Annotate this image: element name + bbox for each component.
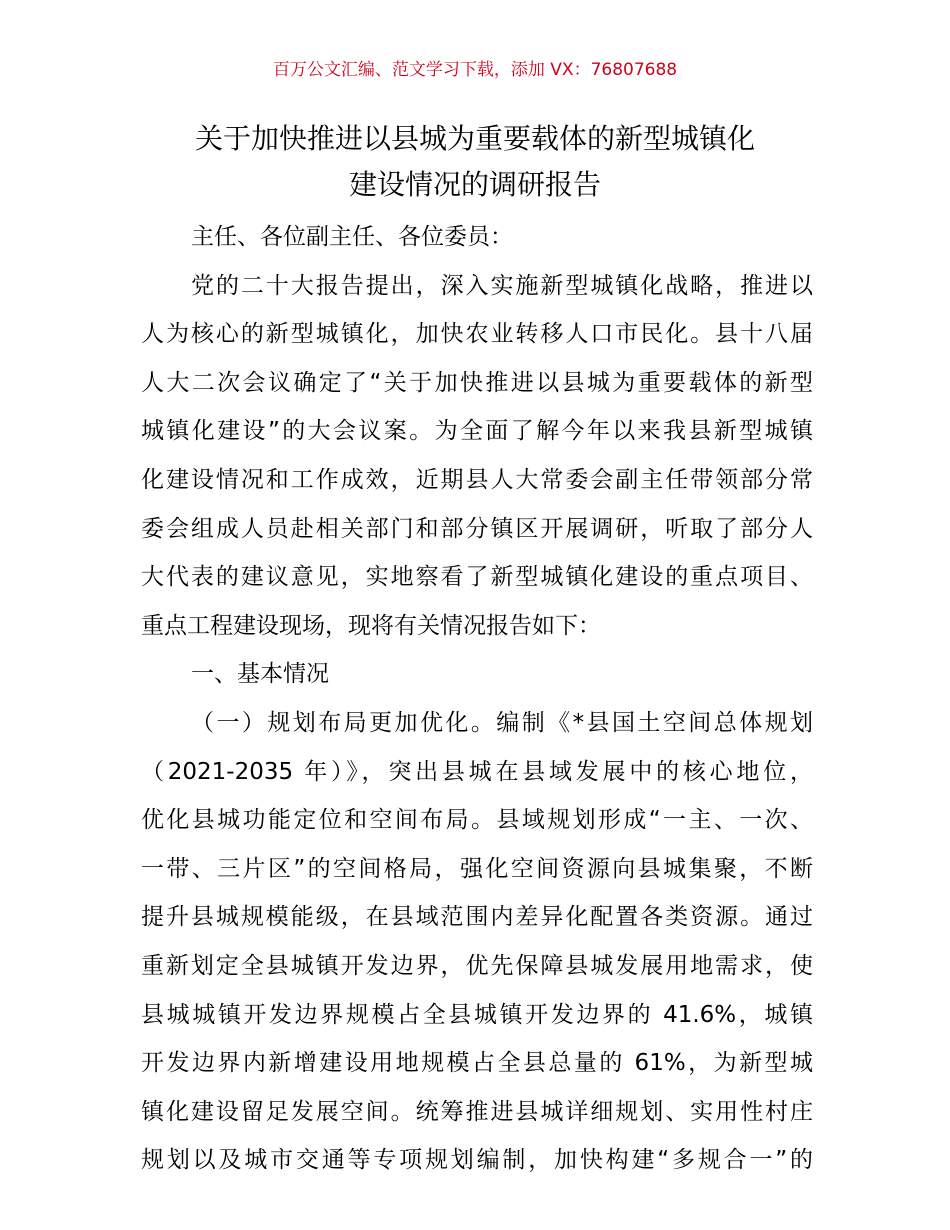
paragraph-line: 委会组成人员赴相关部门和部分镇区开展调研，听取了部分人 [141, 515, 813, 542]
title-line-2: 建设情况的调研报告 [348, 168, 601, 201]
paragraph-line: 一带、三片区”的空间格局，强化空间资源向县城集聚，不断 [141, 855, 813, 882]
salutation: 主任、各位副主任、各位委员： [191, 224, 513, 250]
title-line-1: 关于加快推进以县城为重要载体的新型城镇化 [194, 122, 755, 155]
paragraph-planning [141, 699, 813, 1185]
paragraph-line: 县城城镇开发边界规模占全县城镇开发边界的 41.6%，城镇 [141, 1001, 813, 1028]
document-title [100, 116, 850, 208]
paragraph-line: 规划以及城市交通等专项规划编制，加快构建“多规合一”的 [141, 1147, 813, 1174]
section-heading: 一、基本情况 [191, 661, 329, 688]
promo-banner: 百万公文汇编、范文学习下载，添加 VX：76807688 [272, 60, 678, 80]
paragraph-line: （一）规划布局更加优化。编制《*县国土空间总体规划 [191, 709, 813, 736]
paragraph-line: （2021-2035 年）》，突出县城在县域发展中的核心地位， [141, 758, 813, 785]
paragraph-line: 重点工程建设现场，现将有关情况报告如下： [141, 612, 601, 639]
paragraph-line: 人为核心的新型城镇化，加快农业转移人口市民化。县十八届 [141, 321, 813, 348]
paragraph-intro [141, 262, 813, 651]
paragraph-line: 重新划定全县城镇开发边界，优先保障县城发展用地需求，使 [141, 952, 813, 979]
paragraph-line: 提升县城规模能级，在县域范围内差异化配置各类资源。通过 [141, 904, 813, 931]
paragraph-line: 开发边界内新增建设用地规模占全县总量的 61%，为新型城 [141, 1050, 813, 1077]
document-body [141, 213, 813, 1185]
paragraph-line: 人大二次会议确定了“关于加快推进以县城为重要载体的新型 [141, 369, 813, 396]
paragraph-line: 城镇化建设”的大会议案。为全面了解今年以来我县新型城镇 [141, 418, 813, 445]
paragraph-line: 镇化建设留足发展空间。统筹推进县城详细规划、实用性村庄 [141, 1098, 813, 1125]
paragraph-line: 优化县城功能定位和空间布局。县域规划形成“一主、一次、 [141, 807, 813, 834]
paragraph-line: 化建设情况和工作成效，近期县人大常委会副主任带领部分常 [141, 466, 813, 493]
paragraph-line: 党的二十大报告提出，深入实施新型城镇化战略，推进以 [191, 272, 813, 299]
paragraph-line: 大代表的建议意见，实地察看了新型城镇化建设的重点项目、 [141, 564, 813, 591]
